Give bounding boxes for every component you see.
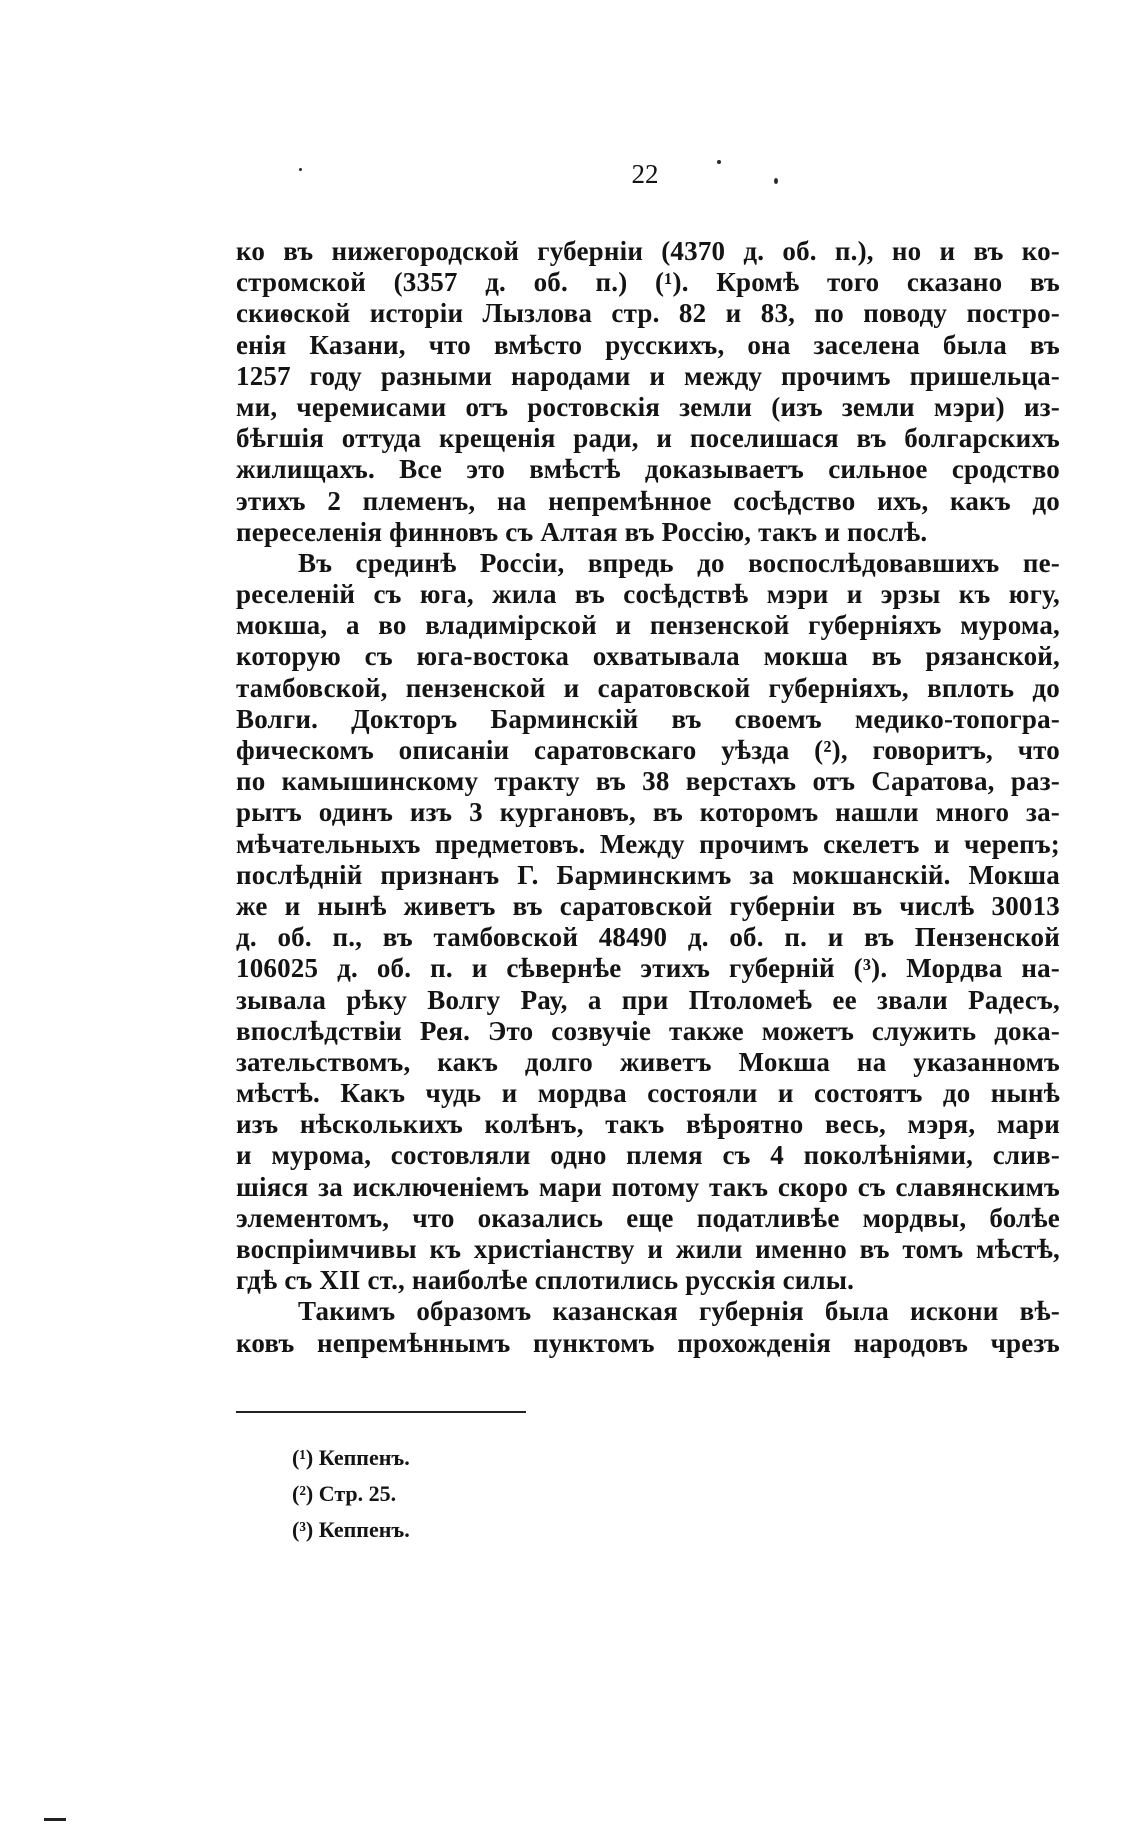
text-line: реселеній съ юга, жила въ сосѣдствѣ мэри и эрзы къ югу, — [236, 579, 1060, 610]
text-line: ми, черемисами отъ ростовскія земли (изъ земли мэри) из- — [236, 391, 1060, 422]
text-line: мѣстѣ. Какъ чудь и мордва состояли и состоятъ до нынѣ — [236, 1078, 1060, 1109]
text-line: переселенія финновъ съ Алтая въ Россію, такъ и послѣ. — [236, 516, 928, 547]
text-line: элементомъ, что оказались еще податливѣе мордвы, болѣе — [236, 1202, 1060, 1233]
ink-speck — [774, 178, 778, 184]
text-line: стромской (3357 д. об. п.) (¹). Кромѣ того сказано въ — [236, 267, 1060, 298]
footnote-text: Стр. 25. — [318, 1481, 397, 1506]
text-line: гдѣ съ XII ст., наиболѣе сплотились русскія силы. — [236, 1265, 855, 1296]
footnote-mark: (¹) — [292, 1445, 314, 1470]
footnote-rule — [236, 1411, 526, 1413]
footnote-mark: (³) — [292, 1517, 314, 1542]
text-line: мокша, а во владимірской и пензенской губерніяхъ мурома, — [236, 610, 1060, 641]
text-line: мѣчательныхъ предметовъ. Между прочимъ скелетъ и черепъ; — [236, 828, 1060, 859]
body-text — [236, 236, 1060, 1359]
scan-mark — [44, 1818, 66, 1821]
text-line: шіяся за исключеніемъ мари потому такъ скоро съ славянскимъ — [236, 1171, 1060, 1202]
text-line: бѣгшія оттуда крещенія ради, и поселишася въ болгарскихъ — [236, 423, 1060, 454]
text-line: Въ срединѣ Россіи, впредь до воспослѣдовавшихъ пе- — [298, 547, 1060, 578]
text-line: зывала рѣку Волгу Рау, а при Птоломеѣ ее звали Радесъ, — [236, 984, 1060, 1015]
footnote-mark: (²) — [292, 1481, 314, 1506]
text-line: рытъ одинъ изъ 3 кургановъ, въ которомъ нашли много за- — [236, 797, 1060, 828]
text-line: Волги. Докторъ Барминскій въ своемъ медико-топогра- — [236, 703, 1060, 734]
text-line: впослѣдствіи Рея. Это созвучіе также можетъ служить дока- — [236, 1015, 1060, 1046]
text-line: по камышинскому тракту въ 38 верстахъ отъ Саратова, раз- — [236, 766, 1060, 797]
text-line: зательствомъ, какъ долго живетъ Мокша на указанномъ — [236, 1046, 1060, 1077]
text-line: 106025 д. об. п. и сѣвернѣе этихъ губерній (³). Мордва на- — [236, 953, 1060, 984]
text-line: этихъ 2 племенъ, на непремѣнное сосѣдство ихъ, какъ до — [236, 485, 1060, 516]
text-line: изъ нѣсколькихъ колѣнъ, такъ вѣроятно весь, мэря, мари — [236, 1109, 1060, 1140]
footnote — [292, 1440, 410, 1476]
text-line: которую съ юга-востока охватывала мокша въ рязанской, — [236, 641, 1060, 672]
text-line: тамбовской, пензенской и саратовской губерніяхъ, вплоть до — [236, 672, 1060, 703]
page-number: 22 — [631, 159, 659, 189]
ink-speck — [299, 168, 302, 171]
text-line: послѣдній признанъ Г. Барминскимъ за мокшанскій. Мокша — [236, 859, 1060, 890]
footnote-text: Кеппенъ. — [318, 1517, 410, 1542]
footnote-text: Кеппенъ. — [318, 1445, 410, 1470]
text-line: жилищахъ. Все это вмѣстѣ доказываетъ сильное сродство — [236, 454, 1060, 485]
footnote — [292, 1512, 410, 1548]
text-line: и мурома, состовляли одно племя съ 4 поколѣніями, слив- — [236, 1140, 1060, 1171]
text-line: же и нынѣ живетъ въ саратовской губерніи въ числѣ 30013 — [236, 890, 1060, 921]
text-line: 1257 году разными народами и между прочимъ пришельца- — [236, 360, 1060, 391]
text-line: енія Казани, что вмѣсто русскихъ, она заселена была въ — [236, 329, 1060, 360]
footnotes — [292, 1440, 410, 1548]
text-line: воспріимчивы къ христіанству и жили именно въ томъ мѣстѣ, — [236, 1234, 1060, 1264]
footnote — [292, 1476, 410, 1512]
ink-speck — [717, 160, 721, 164]
text-line: Такимъ образомъ казанская губернія была искони вѣ- — [298, 1296, 1060, 1327]
text-line: фическомъ описаніи саратовскаго уѣзда (²), говоритъ, что — [236, 735, 1060, 765]
text-line: ко въ нижегородской губерніи (4370 д. об. п.), но и въ ко- — [236, 236, 1060, 266]
text-line: ковъ непремѣннымъ пунктомъ прохожденія народовъ чрезъ — [236, 1327, 1060, 1358]
text-line: скиѳской исторіи Лызлова стр. 82 и 83, по поводу постро- — [236, 298, 1060, 329]
text-line: д. об. п., въ тамбовской 48490 д. об. п. и въ Пензенской — [236, 922, 1060, 953]
